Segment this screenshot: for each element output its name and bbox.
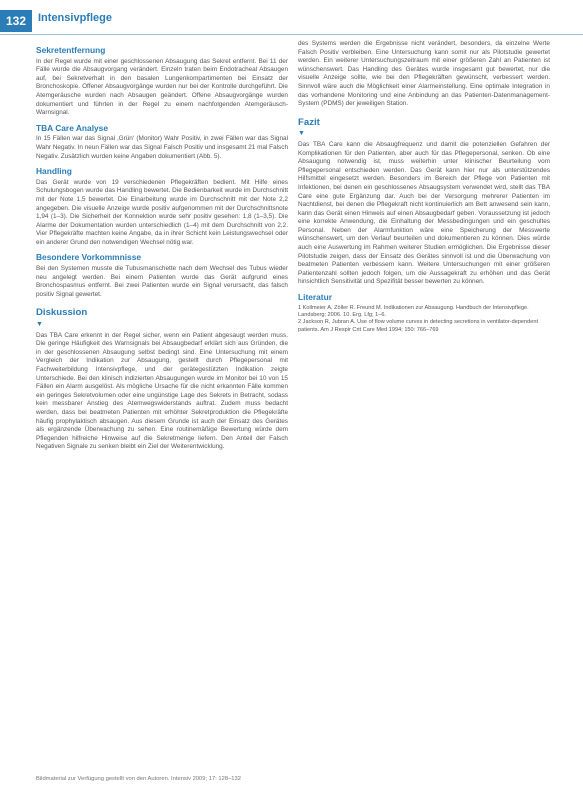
reference-item: 1 Kollmeier A, Zöller R. Freund M. Indikationen zur Absaugung. Handbuch der Intensivpflege. Landsberg; 2006. 10. Erg. Lfg; 1–6. (298, 304, 529, 319)
reference-item: 2 Jackson R, Jubran A. Use of flow volume curves in detecting secretions in ventilator-dependent patients. Am J Respir Crit Care Med 1994; 150: 766–769 (298, 319, 539, 333)
tba-heading: TBA Care Analyse (36, 122, 108, 133)
discussion-heading: Diskussion (36, 307, 88, 319)
special-heading: Besondere Vorkommnisse (36, 252, 142, 263)
fazit-paragraph: Das TBA Care kann die Absaugfrequenz und damit die potenziellen Gefahren der Komplikationen für den Patienten, aber auch für das Pflegepersonal, senken. Ob eine Absaugung notwendig ist, muss weiterhin unter klinischer Beurteilung vom Pflegepersonal entschieden werden. Das Gerät kann hier nur als unterstützendes Hilfsmittel eingesetzt werden. Besonders im Bereich der Pflege von Patienten mit Infektionen, bei denen ein geschlossenes Absaugsystem verwendet wird, stellt das TBA Care eine gute Ergänzung dar. Auch bei der Versorgung mehrerer Patienten im Nachtdienst, bei denen die Pflegekraft nicht kontinuierlich am Bett anwesend sein kann, kann das Gerät einen Hinweis auf einen Absaugbedarf geben. Voraussetzung ist jedoch eine korrekte Anwendung, die Einhaltung der Messbedingungen und ein geschultes Personal. Neben der Alarmfunktion wäre eine Speicherung der Messwerte wünschenswert, um den Verlauf beurteilen und dokumentieren zu können. Dies würde auch eine Auswertung im Rahmen weiterer Studien ermöglichen. Die Ergebnisse dieser Pilotstudie zeigen, dass der Einsatz des Gerätes sinnvoll ist und die Überwachung von beatmeten Patienten verbessern kann. Weitere Untersuchungen mit einer größeren Patientenzahl sollten jedoch folgen, um die Aussagekraft zu erhöhen und das Gerät hinsichtlich Sensitivität und Spezifität besser bewerten zu können. (298, 140, 550, 286)
reference-list (298, 305, 550, 335)
section-title: Intensivpflege (38, 12, 112, 24)
special-paragraph: Bei den Systemen musste die Tubusmanschette nach dem Wechsel des Tubus wieder neu angelegt werden. Bei einem Patienten wurde das Gerät aufgrund eines Bronchospasmus entfernt. Bei zwei Patienten wurde ein Signal verursacht, das falsch positiv Signal gewertet. (36, 265, 288, 298)
page-number: 132 (0, 10, 32, 32)
literature-heading: Literatur (298, 292, 332, 303)
intro-heading: Sekretentfernung (36, 45, 106, 55)
page-footer: Bildmaterial zur Verfügung gestellt von den Autoren. Intensiv 2009; 17: 128–132 (36, 776, 241, 782)
right-intro-paragraph: des Systems werden die Ergebnisse nicht verändert, besonders, da einzelne Werte Falsch Positiv verbleiben. Eine Untersuchung kann somit nur als Pilotstudie gewertet werden. Ein weiterer Untersuchungszeitraum mit einer größeren Zahl an Patienten ist wünschenswert. Das Handling des Gerätes wurde insgesamt gut bewertet, nur die visuelle Anzeige sollte, wie bei den Pflegekräften gewünscht, verbessert werden. Sinnvoll wäre auch die Möglichkeit einer Alarmeinstellung. Eine optimale Integration in das vorhandene Monitoring und eine Anbindung an das Patienten-Datenmanagement-System (PDMS) der jeweiligen Station. (298, 40, 550, 108)
handling-heading: Handling (36, 166, 72, 177)
fazit-heading: Fazit (298, 116, 320, 128)
tba-paragraph: In 15 Fällen war das Signal ‚Grün‘ (Monitor) Wahr Positiv, in zwei Fällen war das Signal Wahr Negativ. In neun Fällen war das Signal Falsch Positiv und insgesamt 21 mal Falsch Negativ. Zusätzlich wurden keine Angaben dokumentiert (Abb. 5). (36, 135, 288, 160)
discussion-marker: ▼ (36, 321, 43, 329)
handling-paragraph: Das Gerät wurde von 19 verschiedenen Pflegekräften bedient. Mit Hilfe eines Schulungsbogen wurde das Handling bewertet. Die Bedienbarkeit wurde im Durchschnitt mit der Note 1,5 bewertet. Die Einarbeitung wurde im Durchschnitt mit der Note 2,2 angegeben. Die visuelle Anzeige wurde positiv aufgenommen mit der Durchschnittsnote 1,94 (1–3). Die Sicherheit der Konnektion wurde sehr positiv gesehen: 1,8 (1–3,5). Die Alarme der Dokumentation wurden unterschiedlich (1–4) mit dem Durchschnitt von 2,2. Vier Pflegekräfte machten keine Angabe, da in ihrer Schicht kein Leistungswechsel oder ein anderer Grund den notwendigen Wechsel nötig war. (36, 178, 288, 246)
fazit-marker: ▼ (298, 130, 305, 138)
right-column (298, 40, 550, 334)
intro-paragraph: In der Regel wurde mit einer geschlossenen Absaugung das Sekret entfernt. Bei 11 der Fälle wurde die Absaugvorgang verändert. Einzeln traten beim Endotracheal Absaugen auf, bei Sekretverhalt in den basalen Lungenkompartimenten bei Einsatz der Bronchoskopie. Offener Absaugvorgänge wurden nur bei der Kontrolle durchgeführt. Die Atemgeräusche wurden nach Absaugen geändert. Offene Absaugvorgänge wurden dokumentiert und führten in der Regel zu einem nachfolgenden Atemgeräusch-Warnsignal. (36, 57, 288, 117)
header-rule (0, 34, 583, 35)
page-header (0, 0, 583, 36)
left-column (36, 40, 288, 456)
discussion-paragraph: Das TBA Care erkennt in der Regel sicher, wenn ein Patient abgesaugt werden muss. Die geringe Häufigkeit des Warnsignals bei Absaugbedarf erklärt sich aus Gründen, die in der geschlossenen Absaugung selbst bedingt sind. Eine Untersuchung mit einem Vergleich der Indikation zur Absaugung, gestellt durch Pflegepersonal mit Fachweiterbildung Intensivpflege, und der gerätegestützten Indikation zeigte Unterschiede. Bei den klinisch indizierten Absaugungen wurde im Monitor bei 10 von 15 Fällen ein Alarm ausgelöst. Als mögliche Ursache für die nicht erkannten Fälle kommen ein geringes Sekretvolumen oder eine ungünstige Lage des Sekrets in Betracht, sodass kein messbarer Anstieg des Atemwegswiderstands auftrat. Zudem muss bedacht werden, dass bei beatmeten Patienten mit erhöhter Sekretproduktion die Pflegekräfte häufig prophylaktisch absaugen. Aus diesem Grunde ist auch der Einsatz des Gerätes als ergänzende Überwachung zu sehen. Eine routinemäßige Bewertung würde dem Pflegenden hilfreiche Hinweise auf die Sekretmenge liefern. Den Anteil der Falsch Negativen Signale zu senken bleibt ein Ziel der Weiterentwicklung. (36, 331, 288, 451)
